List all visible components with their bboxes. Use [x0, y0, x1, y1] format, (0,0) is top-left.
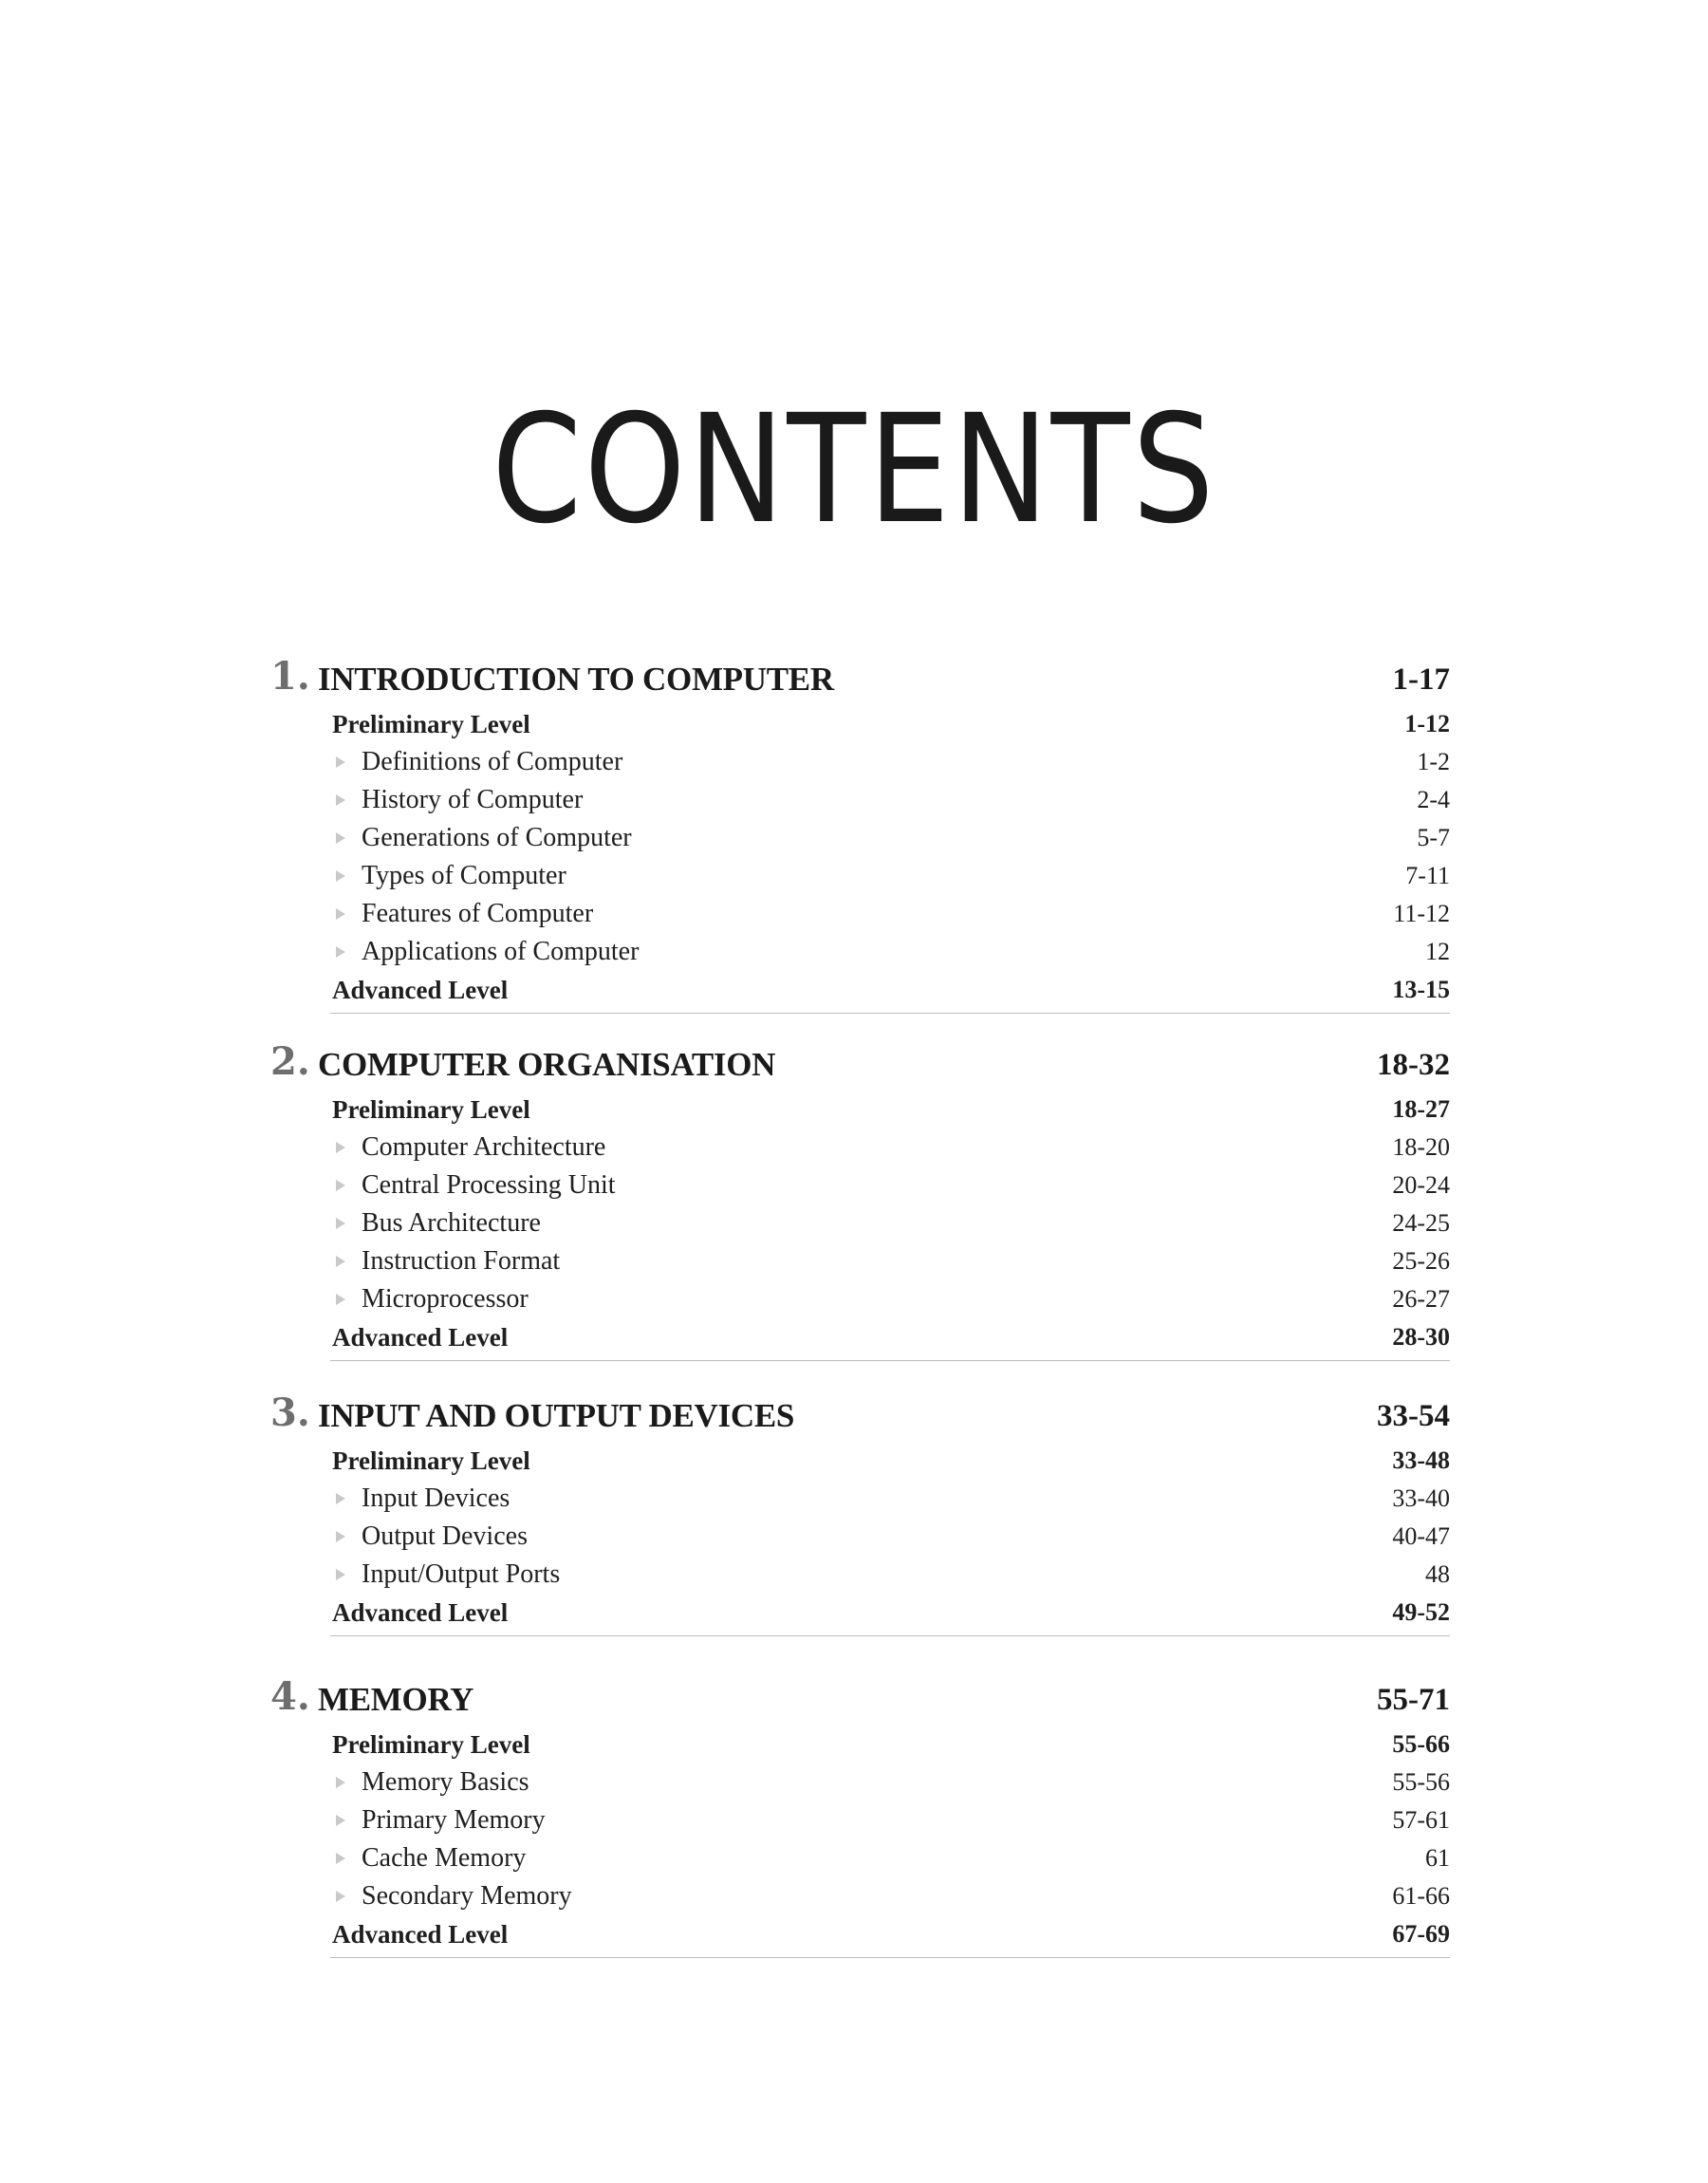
topic-row[interactable] [0, 1877, 1708, 1915]
topic-row[interactable] [0, 781, 1708, 819]
entry-page-range: 18-27 [1392, 1095, 1450, 1123]
topic-label: Output Devices [362, 1521, 528, 1551]
level-label: Advanced Level [332, 1920, 509, 1949]
triangle-bullet-icon [336, 1891, 345, 1902]
level-label: Preliminary Level [332, 710, 530, 738]
topic-row[interactable] [0, 1280, 1708, 1318]
level-row[interactable] [0, 1442, 1708, 1480]
triangle-bullet-icon [336, 946, 345, 958]
level-label: Preliminary Level [332, 1446, 530, 1475]
triangle-bullet-icon [336, 756, 345, 768]
chapter-entries [0, 1726, 1708, 1953]
topic-row[interactable] [0, 743, 1708, 781]
chapter-title: INTRODUCTION TO COMPUTER [318, 661, 834, 698]
topic-label: Cache Memory [362, 1843, 527, 1873]
entry-page-range: 49-52 [1392, 1598, 1450, 1626]
topic-label: Types of Computer [362, 861, 566, 890]
entry-page-range: 67-69 [1392, 1920, 1450, 1948]
entry-page-range: 33-48 [1392, 1446, 1450, 1474]
entry-page-range: 55-56 [1392, 1768, 1450, 1796]
entry-page-range: 26-27 [1392, 1285, 1450, 1313]
level-row[interactable] [0, 1594, 1708, 1632]
chapter-divider [330, 1013, 1450, 1014]
entry-page-range: 1-2 [1417, 748, 1450, 775]
triangle-bullet-icon [336, 908, 345, 920]
topic-label: Bus Architecture [362, 1208, 541, 1238]
chapter-page-range: 55-71 [1377, 1683, 1450, 1717]
entry-page-range: 1-12 [1404, 710, 1450, 737]
chapter-page-range: 1-17 [1392, 662, 1450, 697]
triangle-bullet-icon [336, 1815, 345, 1826]
triangle-bullet-icon [336, 1218, 345, 1229]
chapter-number: 2. [270, 1039, 310, 1084]
topic-label: Primary Memory [362, 1805, 546, 1835]
triangle-bullet-icon [336, 1531, 345, 1542]
page-title-text: CONTENTS [492, 382, 1216, 557]
triangle-bullet-icon [336, 1853, 345, 1864]
topic-row[interactable] [0, 857, 1708, 895]
topic-label: Definitions of Computer [362, 747, 623, 776]
topic-row[interactable] [0, 895, 1708, 933]
level-row[interactable] [0, 1915, 1708, 1953]
chapter-divider [330, 1360, 1450, 1361]
triangle-bullet-icon [336, 1294, 345, 1305]
chapter-title: MEMORY [318, 1681, 474, 1718]
chapter-heading[interactable] [0, 1673, 1708, 1721]
triangle-bullet-icon [336, 1180, 345, 1191]
topic-label: Applications of Computer [362, 937, 640, 966]
topic-row[interactable] [0, 1129, 1708, 1166]
entry-page-range: 48 [1425, 1560, 1450, 1588]
level-row[interactable] [0, 971, 1708, 1009]
entry-page-range: 11-12 [1393, 900, 1450, 927]
topic-label: Input/Output Ports [362, 1559, 561, 1589]
topic-row[interactable] [0, 1801, 1708, 1839]
chapter-4 [0, 1673, 1708, 1953]
topic-row[interactable] [0, 1556, 1708, 1594]
entry-page-range: 24-25 [1392, 1209, 1450, 1237]
level-row[interactable] [0, 705, 1708, 743]
triangle-bullet-icon [336, 1569, 345, 1580]
topic-row[interactable] [0, 1242, 1708, 1280]
topic-row[interactable] [0, 1518, 1708, 1556]
topic-row[interactable] [0, 1166, 1708, 1204]
topic-row[interactable] [0, 1763, 1708, 1801]
level-label: Preliminary Level [332, 1730, 530, 1759]
entry-page-range: 2-4 [1417, 786, 1450, 813]
topic-row[interactable] [0, 933, 1708, 971]
topic-label: Central Processing Unit [362, 1170, 616, 1200]
entry-page-range: 55-66 [1392, 1730, 1450, 1758]
chapter-heading[interactable] [0, 1038, 1708, 1086]
topic-row[interactable] [0, 1839, 1708, 1877]
topic-label: Input Devices [362, 1483, 511, 1513]
triangle-bullet-icon [336, 832, 345, 844]
chapter-number: 1. [270, 654, 310, 699]
chapter-page-range: 33-54 [1377, 1399, 1450, 1433]
topic-label: History of Computer [362, 785, 584, 814]
level-row[interactable] [0, 1091, 1708, 1129]
chapter-entries [0, 1442, 1708, 1632]
topic-row[interactable] [0, 819, 1708, 857]
topic-label: Features of Computer [362, 899, 594, 928]
entry-page-range: 57-61 [1392, 1806, 1450, 1834]
entry-page-range: 20-24 [1392, 1171, 1450, 1199]
entry-page-range: 28-30 [1392, 1323, 1450, 1351]
entry-page-range: 7-11 [1405, 862, 1450, 889]
chapter-1 [0, 653, 1708, 1009]
chapter-2 [0, 1038, 1708, 1356]
level-label: Advanced Level [332, 976, 509, 1004]
topic-label: Generations of Computer [362, 823, 632, 852]
chapter-entries [0, 705, 1708, 1009]
chapter-title: INPUT AND OUTPUT DEVICES [318, 1397, 795, 1434]
triangle-bullet-icon [336, 1493, 345, 1504]
level-label: Preliminary Level [332, 1095, 530, 1124]
triangle-bullet-icon [336, 870, 345, 882]
topic-label: Instruction Format [362, 1246, 561, 1276]
level-label: Advanced Level [332, 1323, 509, 1352]
topic-label: Secondary Memory [362, 1881, 572, 1911]
level-row[interactable] [0, 1318, 1708, 1356]
chapter-divider [330, 1635, 1450, 1636]
chapter-number: 3. [270, 1390, 310, 1435]
chapter-number: 4. [270, 1674, 310, 1719]
entry-page-range: 61 [1425, 1844, 1450, 1872]
chapter-3 [0, 1390, 1708, 1632]
entry-page-range: 13-15 [1392, 976, 1450, 1003]
entry-page-range: 18-20 [1392, 1133, 1450, 1161]
entry-page-range: 40-47 [1392, 1522, 1450, 1550]
topic-label: Microprocessor [362, 1284, 529, 1314]
chapter-divider [330, 1957, 1450, 1958]
chapter-heading[interactable] [0, 653, 1708, 700]
topic-row[interactable] [0, 1204, 1708, 1242]
topic-label: Memory Basics [362, 1767, 529, 1797]
level-label: Advanced Level [332, 1598, 509, 1627]
triangle-bullet-icon [336, 1142, 345, 1153]
level-row[interactable] [0, 1726, 1708, 1763]
chapter-entries [0, 1091, 1708, 1356]
entry-page-range: 25-26 [1392, 1247, 1450, 1275]
triangle-bullet-icon [336, 1256, 345, 1267]
triangle-bullet-icon [336, 1777, 345, 1788]
triangle-bullet-icon [336, 794, 345, 806]
entry-page-range: 33-40 [1392, 1484, 1450, 1512]
topic-row[interactable] [0, 1480, 1708, 1518]
page-title [0, 382, 1708, 557]
entry-page-range: 5-7 [1417, 824, 1450, 851]
entry-page-range: 12 [1425, 938, 1450, 965]
chapter-heading[interactable] [0, 1390, 1708, 1437]
chapter-page-range: 18-32 [1377, 1048, 1450, 1082]
topic-label: Computer Architecture [362, 1132, 606, 1162]
chapter-title: COMPUTER ORGANISATION [318, 1046, 776, 1083]
entry-page-range: 61-66 [1392, 1882, 1450, 1910]
